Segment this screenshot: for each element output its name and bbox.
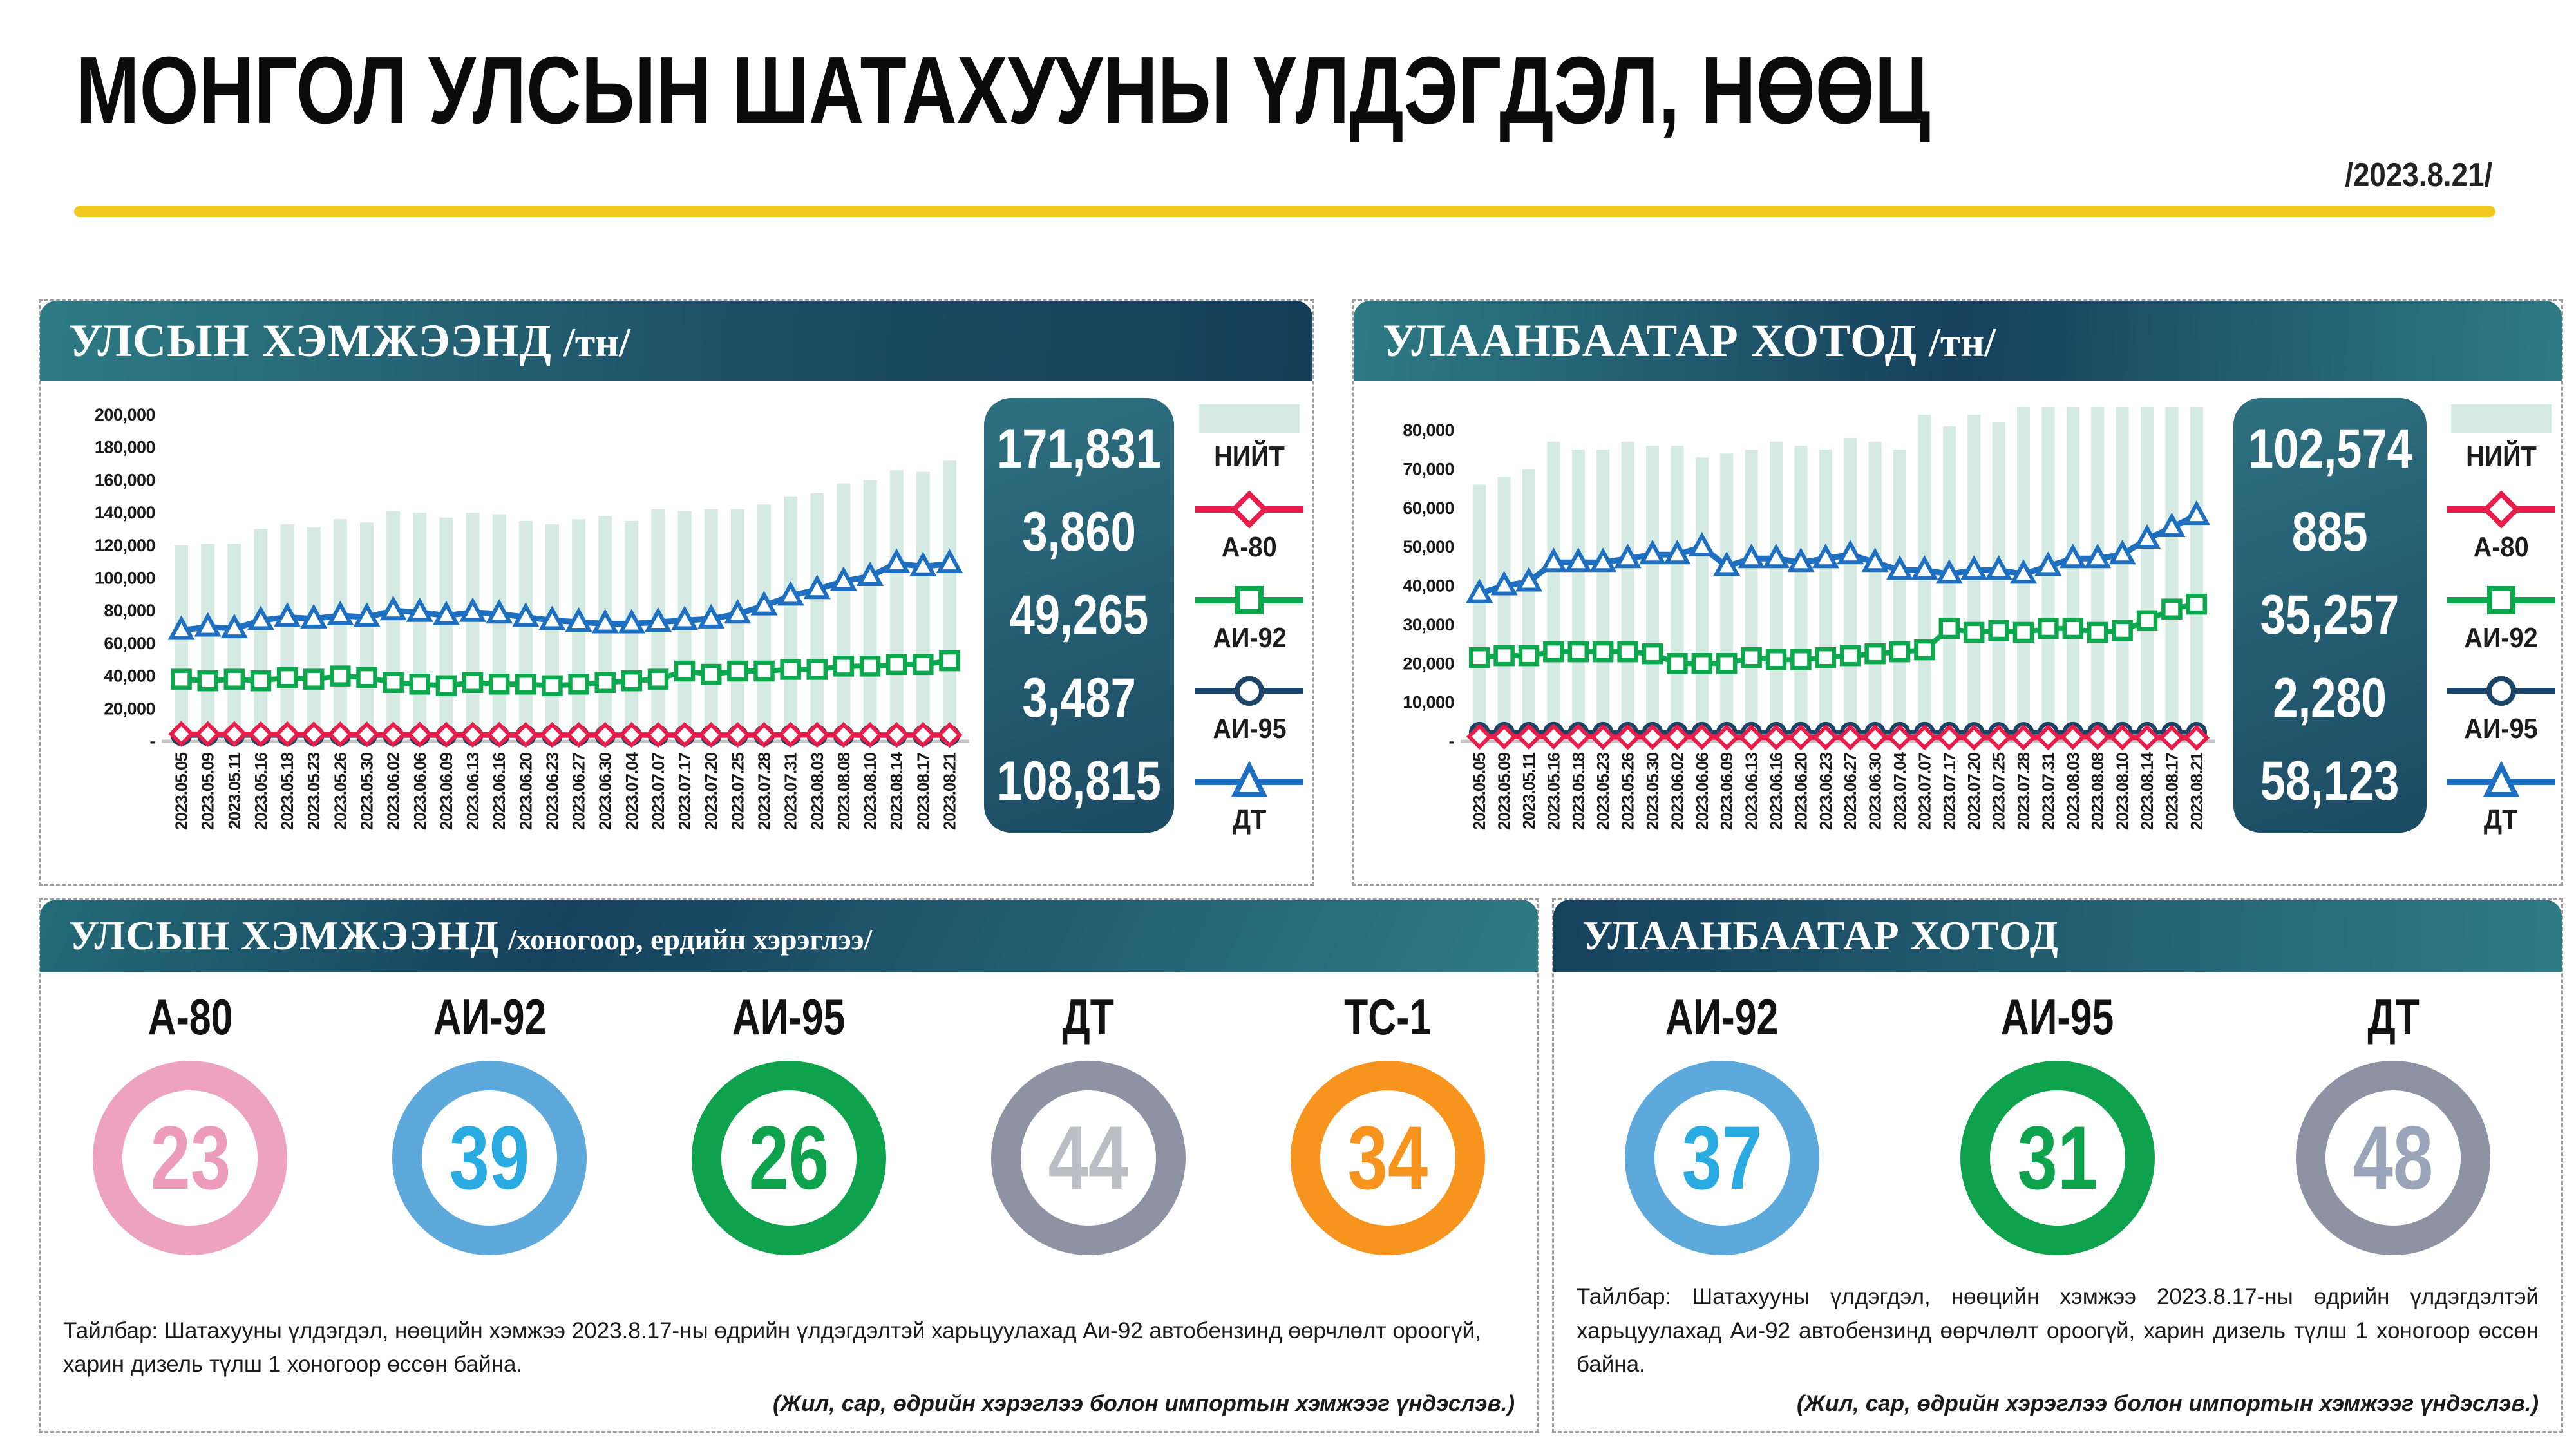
- title-underline: [74, 206, 2496, 217]
- legend-item-niit: [1191, 398, 1307, 473]
- svg-text:-: -: [149, 732, 155, 751]
- report-date: /2023.8.21/: [2344, 156, 2492, 194]
- triangle-marker-icon: [1191, 761, 1307, 802]
- svg-text:2023.07.07: 2023.07.07: [1915, 753, 1935, 831]
- svg-text:2023.06.02: 2023.06.02: [383, 753, 403, 831]
- svg-text:2023.06.13: 2023.06.13: [463, 753, 483, 831]
- fuel-label: АИ-95: [732, 989, 846, 1045]
- fuel-days-АИ-92: [340, 983, 639, 1255]
- days-ring: [991, 1061, 1186, 1255]
- svg-text:2023.05.09: 2023.05.09: [1494, 753, 1514, 831]
- svg-text:2023.05.16: 2023.05.16: [251, 753, 270, 831]
- svg-text:2023.08.21: 2023.08.21: [2186, 753, 2206, 831]
- svg-text:2023.05.26: 2023.05.26: [1618, 753, 1638, 831]
- fuel-days-АИ-92: [1554, 983, 1889, 1255]
- fuel-label: АИ-92: [433, 989, 547, 1045]
- svg-text:200,000: 200,000: [94, 405, 155, 424]
- days-ring: [692, 1061, 886, 1255]
- square-marker-icon: [1191, 580, 1307, 621]
- legend-label: НИЙТ: [1214, 440, 1285, 472]
- fuel-days-ДТ: [938, 983, 1238, 1255]
- panel-ub-tons: [1352, 299, 2563, 886]
- fuel-label: АИ-95: [2001, 989, 2114, 1045]
- svg-text:20,000: 20,000: [1403, 654, 1454, 674]
- panel-ub-header-unit: /тн/: [1929, 319, 1996, 365]
- panel-national-days-header: [40, 900, 1538, 972]
- fuel-days-ДТ: [2226, 983, 2561, 1255]
- legend-label: А-80: [1222, 531, 1277, 563]
- bar-swatch-icon: [1191, 398, 1307, 439]
- national-chart: [60, 384, 981, 880]
- svg-text:2023.06.30: 2023.06.30: [595, 753, 615, 831]
- triangle-marker-icon: [2443, 761, 2559, 802]
- fuel-label: ТС-1: [1343, 989, 1432, 1045]
- legend-item-dt: [1191, 761, 1307, 836]
- svg-text:2023.05.26: 2023.05.26: [330, 753, 350, 831]
- svg-text:2023.06.23: 2023.06.23: [542, 753, 562, 831]
- latest-value: 108,815: [997, 750, 1161, 812]
- page-title: МОНГОЛ УЛСЫН ШАТАХУУНЫ ҮЛДЭГДЭЛ, НӨӨЦ: [76, 37, 1931, 144]
- x-axis-labels: [172, 752, 960, 830]
- legend-item-a80: [2443, 489, 2559, 564]
- fuel-days-АИ-95: [639, 983, 939, 1255]
- x-axis-labels: [1470, 752, 2206, 830]
- legend-item-ai95: [1191, 670, 1307, 745]
- svg-text:2023.05.18: 2023.05.18: [278, 753, 298, 831]
- panel-national-header-unit: /тн/: [563, 319, 630, 365]
- national-latest-values: [984, 398, 1174, 833]
- svg-text:2023.05.05: 2023.05.05: [1470, 753, 1490, 831]
- svg-text:2023.08.10: 2023.08.10: [2112, 753, 2132, 831]
- svg-text:2023.06.27: 2023.06.27: [569, 753, 589, 831]
- panel-ub-days-header: [1553, 900, 2562, 972]
- legend-label: ДТ: [2484, 804, 2518, 835]
- svg-text:2023.06.20: 2023.06.20: [516, 753, 536, 831]
- panel-national-days: [39, 898, 1539, 1433]
- days-value: 48: [2353, 1107, 2434, 1208]
- svg-text:80,000: 80,000: [104, 601, 155, 621]
- svg-text:2023.07.07: 2023.07.07: [648, 753, 668, 831]
- svg-text:2023.08.14: 2023.08.14: [887, 753, 907, 831]
- svg-text:2023.07.17: 2023.07.17: [1939, 753, 1959, 831]
- panel-ub-days-header-text: УЛААНБААТАР ХОТОД: [1582, 913, 2059, 958]
- svg-text:2023.06.09: 2023.06.09: [436, 753, 456, 831]
- svg-text:2023.07.04: 2023.07.04: [1890, 753, 1909, 831]
- svg-text:2023.06.09: 2023.06.09: [1717, 753, 1737, 831]
- svg-text:2023.05.09: 2023.05.09: [198, 753, 218, 831]
- ub-days-footnote: [1577, 1280, 2539, 1421]
- svg-text:30,000: 30,000: [1403, 614, 1454, 634]
- svg-text:40,000: 40,000: [1403, 576, 1454, 596]
- square-marker-icon: [2443, 580, 2559, 621]
- svg-text:180,000: 180,000: [94, 437, 155, 457]
- svg-text:2023.06.27: 2023.06.27: [1841, 753, 1861, 831]
- svg-text:2023.06.02: 2023.06.02: [1667, 753, 1687, 831]
- svg-text:70,000: 70,000: [1403, 459, 1454, 479]
- legend-item-ai92: [1191, 580, 1307, 654]
- series-А-80: [1469, 726, 2207, 748]
- days-ring: [93, 1061, 287, 1255]
- svg-text:2023.05.23: 2023.05.23: [304, 753, 324, 831]
- svg-text:80,000: 80,000: [1403, 421, 1454, 440]
- svg-text:2023.05.30: 2023.05.30: [1643, 753, 1662, 831]
- svg-text:140,000: 140,000: [94, 503, 155, 523]
- days-ring: [1291, 1061, 1485, 1255]
- ub-latest-values: [2233, 398, 2427, 833]
- latest-value: 49,265: [1009, 584, 1149, 646]
- footnote-text: Тайлбар: Шатахууны үлдэгдэл, нөөцийн хэмжээ 2023.8.17-ны өдрийн үлдэгдэлтэй харьцуулахад Аи-92 автобензинд өөрчлөлт ороогүй, харин дизель түлш 1 хоногоор өссөн байна.: [63, 1318, 1481, 1377]
- svg-text:2023.08.03: 2023.08.03: [807, 753, 827, 831]
- svg-text:2023.06.06: 2023.06.06: [1692, 753, 1712, 831]
- legend-item-niit: [2443, 398, 2559, 473]
- fuel-days-А-80: [41, 983, 340, 1255]
- fuel-days-ТС-1: [1238, 983, 1537, 1255]
- svg-text:2023.08.21: 2023.08.21: [940, 753, 960, 831]
- svg-text:2023.05.23: 2023.05.23: [1593, 753, 1613, 831]
- fuel-label: АИ-92: [1665, 989, 1779, 1045]
- svg-text:2023.08.10: 2023.08.10: [860, 753, 880, 831]
- svg-text:2023.07.20: 2023.07.20: [701, 753, 721, 831]
- svg-text:60,000: 60,000: [104, 633, 155, 653]
- legend-item-dt: [2443, 761, 2559, 836]
- days-value: 26: [748, 1107, 829, 1208]
- svg-text:2023.07.17: 2023.07.17: [675, 753, 695, 831]
- days-value: 23: [150, 1107, 231, 1208]
- legend-label: АИ-92: [2464, 622, 2538, 654]
- legend-label: ДТ: [1232, 804, 1267, 835]
- svg-text:2023.08.08: 2023.08.08: [833, 753, 853, 831]
- svg-text:2023.08.08: 2023.08.08: [2088, 753, 2108, 831]
- legend-label: АИ-95: [1212, 713, 1287, 744]
- svg-text:20,000: 20,000: [104, 699, 155, 719]
- svg-text:2023.08.03: 2023.08.03: [2063, 753, 2083, 831]
- latest-value: 58,123: [2260, 750, 2400, 812]
- ub-days-circles: [1554, 983, 2561, 1255]
- latest-value: 102,574: [2248, 418, 2412, 480]
- latest-value: 885: [2292, 501, 2368, 563]
- days-value: 37: [1681, 1107, 1762, 1208]
- legend-label: АИ-95: [2464, 713, 2538, 744]
- legend-label: А-80: [2473, 531, 2529, 563]
- svg-text:2023.06.16: 2023.06.16: [489, 753, 509, 831]
- svg-text:2023.06.06: 2023.06.06: [410, 753, 430, 831]
- svg-text:50,000: 50,000: [1403, 537, 1454, 557]
- latest-value: 35,257: [2260, 584, 2400, 646]
- svg-text:40,000: 40,000: [104, 666, 155, 686]
- niit-bars: [1473, 407, 2203, 741]
- panel-national-days-header-unit: /хоногоор, ердийн хэрэглээ/: [508, 923, 873, 956]
- svg-text:2023.08.17: 2023.08.17: [2162, 753, 2182, 831]
- days-value: 44: [1048, 1107, 1129, 1208]
- panel-national-header-text: УЛСЫН ХЭМЖЭЭНД: [69, 315, 552, 366]
- panel-ub-header-text: УЛААНБААТАР ХОТОД: [1383, 315, 1918, 366]
- days-value: 31: [2017, 1107, 2098, 1208]
- svg-text:2023.06.30: 2023.06.30: [1865, 753, 1885, 831]
- national-days-circles: [41, 983, 1537, 1255]
- ub-chart: [1370, 384, 2227, 880]
- footnote-source: (Жил, сар, өдрийн хэрэглээ болон импортын хэмжээг үндэслэв.): [1796, 1390, 2539, 1416]
- days-value: 34: [1347, 1107, 1428, 1208]
- y-axis-labels: [1403, 421, 1454, 751]
- panel-ub-header: [1354, 301, 2562, 381]
- days-ring: [1625, 1061, 1819, 1255]
- svg-text:120,000: 120,000: [94, 535, 155, 555]
- svg-text:2023.07.25: 2023.07.25: [1989, 753, 2009, 831]
- svg-text:2023.07.31: 2023.07.31: [2038, 753, 2058, 831]
- national-days-footnote: [63, 1314, 1515, 1421]
- diamond-marker-icon: [1191, 489, 1307, 530]
- svg-text:2023.07.04: 2023.07.04: [621, 753, 641, 831]
- legend-item-a80: [1191, 489, 1307, 564]
- svg-text:2023.08.17: 2023.08.17: [913, 753, 933, 831]
- svg-text:2023.06.16: 2023.06.16: [1766, 753, 1786, 831]
- svg-text:2023.08.14: 2023.08.14: [2137, 753, 2157, 831]
- days-ring: [2296, 1061, 2490, 1255]
- panel-national-header: [40, 301, 1312, 381]
- diamond-marker-icon: [2443, 489, 2559, 530]
- svg-text:100,000: 100,000: [94, 568, 155, 588]
- latest-value: 3,860: [1022, 501, 1136, 563]
- ub-legend: [2441, 398, 2561, 836]
- national-legend: [1188, 398, 1311, 836]
- svg-text:2023.07.28: 2023.07.28: [754, 753, 774, 831]
- fuel-label: ДТ: [1062, 989, 1115, 1045]
- days-ring: [392, 1061, 587, 1255]
- svg-text:2023.07.20: 2023.07.20: [1964, 753, 1984, 831]
- circle-marker-icon: [2443, 670, 2559, 712]
- svg-text:-: -: [1448, 732, 1454, 751]
- svg-text:2023.05.16: 2023.05.16: [1544, 753, 1564, 831]
- svg-text:160,000: 160,000: [94, 470, 155, 490]
- latest-value: 2,280: [2273, 667, 2387, 729]
- footnote-text: Тайлбар: Шатахууны үлдэгдэл, нөөцийн хэмжээ 2023.8.17-ны өдрийн үлдэгдэлтэй харьцуулахад Аи-92 автобензинд өөрчлөлт ороогүй, харин дизель түлш 1 хоногоор өссөн байна.: [1577, 1284, 2539, 1377]
- days-value: 39: [449, 1107, 530, 1208]
- bar-swatch-icon: [2443, 398, 2559, 439]
- svg-text:2023.07.28: 2023.07.28: [2014, 753, 2033, 831]
- legend-label: НИЙТ: [2465, 440, 2537, 472]
- svg-text:2023.05.11: 2023.05.11: [1519, 753, 1539, 829]
- panel-national-tons: [39, 299, 1314, 886]
- y-axis-labels: [95, 405, 155, 751]
- svg-text:2023.06.13: 2023.06.13: [1741, 753, 1761, 831]
- latest-value: 171,831: [997, 418, 1161, 480]
- legend-label: АИ-92: [1212, 622, 1287, 654]
- panel-national-days-header-text: УЛСЫН ХЭМЖЭЭНД: [69, 913, 500, 958]
- svg-text:60,000: 60,000: [1403, 498, 1454, 518]
- svg-text:2023.07.31: 2023.07.31: [781, 753, 800, 831]
- legend-item-ai92: [2443, 580, 2559, 654]
- days-ring: [1960, 1061, 2155, 1255]
- svg-text:10,000: 10,000: [1403, 692, 1454, 712]
- footnote-source: (Жил, сар, өдрийн хэрэглээ болон импортын хэмжээг үндэслэв.): [772, 1390, 1515, 1416]
- panel-ub-days: [1552, 898, 2563, 1433]
- fuel-label: ДТ: [2367, 989, 2420, 1045]
- legend-item-ai95: [2443, 670, 2559, 745]
- svg-text:2023.07.25: 2023.07.25: [728, 753, 748, 831]
- svg-text:2023.05.30: 2023.05.30: [357, 753, 377, 831]
- niit-bars: [175, 460, 956, 741]
- fuel-label: А-80: [147, 989, 233, 1045]
- latest-value: 3,487: [1022, 667, 1136, 729]
- svg-text:2023.05.18: 2023.05.18: [1568, 753, 1588, 831]
- svg-text:2023.05.05: 2023.05.05: [171, 753, 191, 831]
- circle-marker-icon: [1191, 670, 1307, 712]
- svg-text:2023.05.11: 2023.05.11: [224, 753, 244, 829]
- svg-text:2023.06.20: 2023.06.20: [1791, 753, 1811, 831]
- fuel-days-АИ-95: [1889, 983, 2225, 1255]
- svg-text:2023.06.23: 2023.06.23: [1815, 753, 1835, 831]
